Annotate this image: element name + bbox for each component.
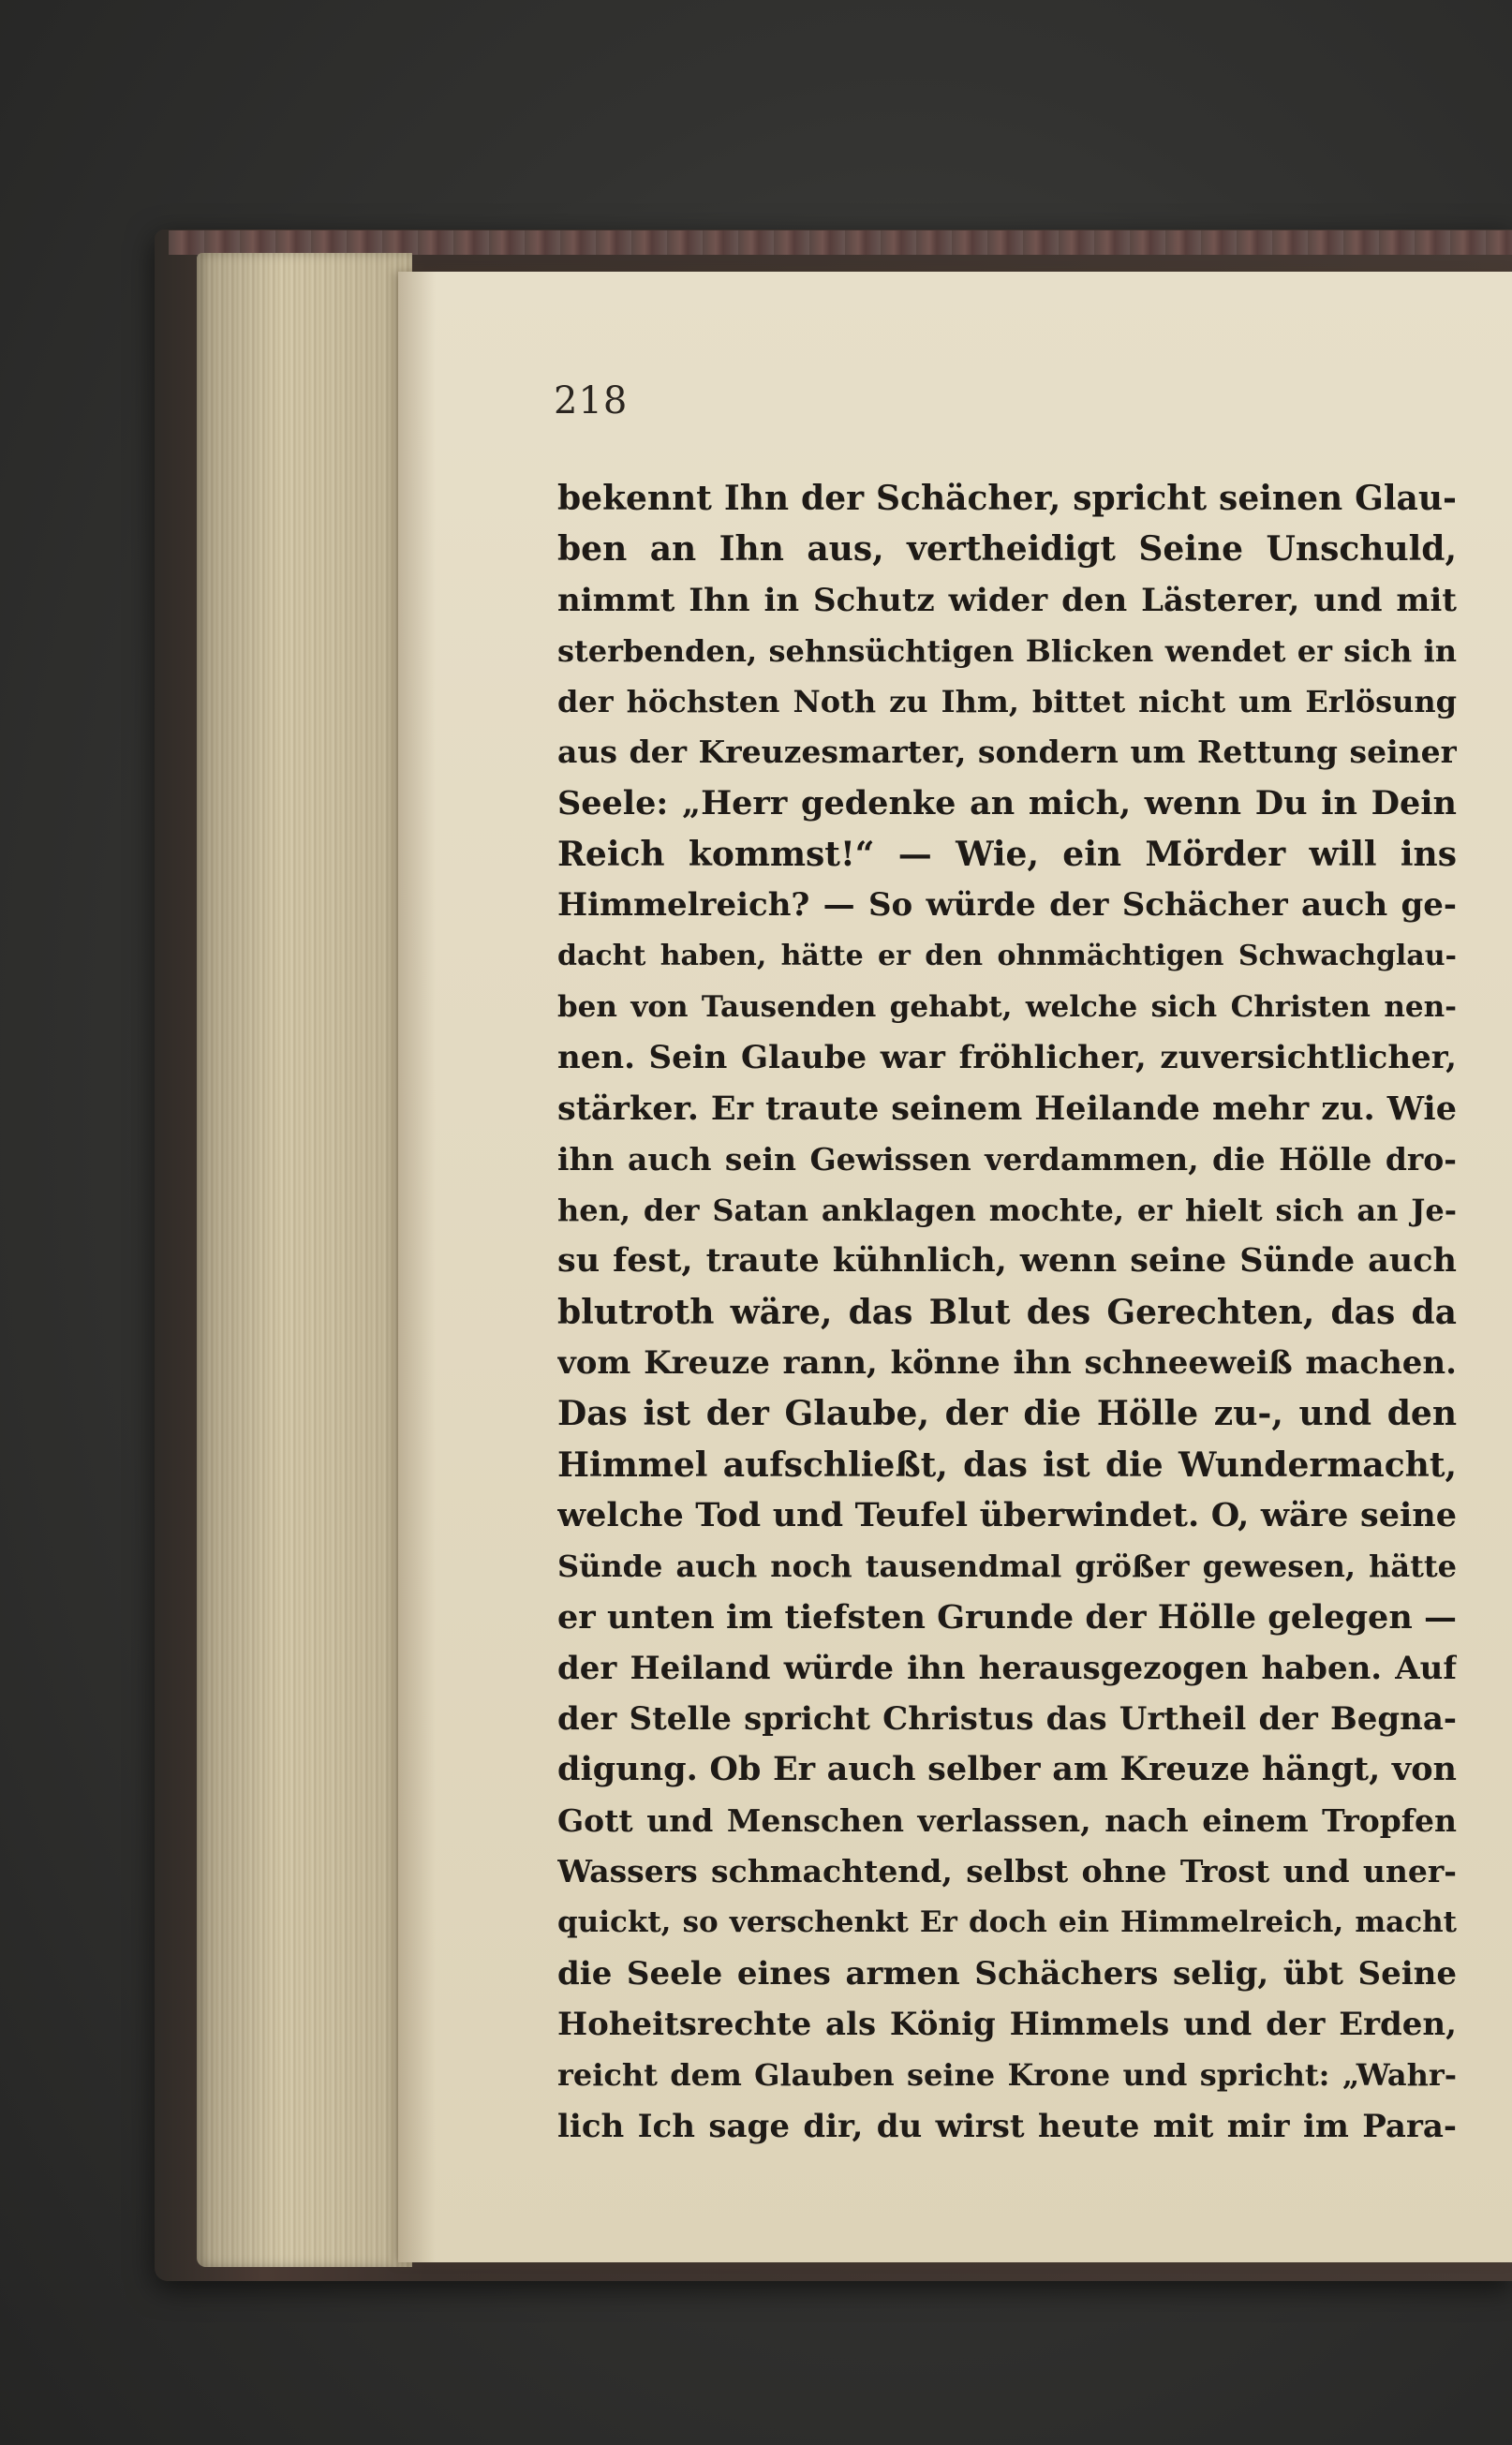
text-line: Himmelreich? — So würde der Schächer auch ge- — [557, 886, 1457, 925]
text-line: digung. Ob Er auch selber am Kreuze hängt, von — [557, 1750, 1457, 1789]
text-line: aus der Kreuzesmarter, sondern um Rettung seiner — [557, 734, 1457, 771]
text-line: die Seele eines armen Schächers selig, übt Seine — [557, 1954, 1457, 1993]
text-line: Hoheitsrechte als König Himmels und der Erden, — [557, 2005, 1457, 2043]
text-line: der höchsten Noth zu Ihm, bittet nicht um Erlösung — [557, 684, 1457, 720]
text-line: der Heiland würde ihn herausgezogen haben. Auf — [557, 1649, 1457, 1687]
text-line: hen, der Satan anklagen mochte, er hielt sich an Je- — [557, 1193, 1457, 1229]
text-line: Das ist der Glaube, der die Hölle zu-, und den — [557, 1394, 1457, 1434]
text-line: welche Tod und Teufel überwindet. O, wäre seine — [557, 1495, 1457, 1534]
text-line: su fest, traute kühnlich, wenn seine Sünde auch — [557, 1241, 1457, 1281]
cover-edge — [169, 230, 1512, 255]
text-line: Reich kommst!“ — Wie, ein Mörder will ins — [557, 835, 1457, 875]
text-line: Himmel aufschließt, das ist die Wundermacht, — [557, 1445, 1457, 1485]
text-line: blutroth wäre, das Blut des Gerechten, das da — [557, 1292, 1457, 1332]
page-number: 218 — [554, 379, 629, 422]
text-line: bekennt Ihn der Schächer, spricht seinen Glau- — [557, 479, 1457, 518]
text-line: nen. Sein Glaube war fröhlicher, zuversichtlicher, — [557, 1039, 1457, 1077]
text-line: der Stelle spricht Christus das Urtheil der Begna- — [557, 1700, 1457, 1739]
book-page — [398, 272, 1512, 2262]
text-line: stärker. Er traute seinem Heilande mehr zu. Wie — [557, 1089, 1457, 1128]
text-line: ihn auch sein Gewissen verdammen, die Hölle dro- — [557, 1140, 1457, 1178]
text-line: er unten im tiefsten Grunde der Hölle gelegen — — [557, 1597, 1457, 1637]
text-line: reicht dem Glauben seine Krone und spricht: „Wahr- — [557, 2057, 1457, 2094]
text-line: ben an Ihn aus, vertheidigt Seine Unschuld, — [557, 529, 1457, 570]
text-line: quickt, so verschenkt Er doch ein Himmelreich, macht — [557, 1905, 1457, 1940]
text-line: ben von Tausenden gehabt, welche sich Christen nen- — [557, 989, 1457, 1024]
text-line: lich Ich sage dir, du wirst heute mit mir im Para- — [557, 2107, 1457, 2145]
text-line: Gott und Menschen verlassen, nach einem Tropfen — [557, 1801, 1457, 1839]
text-line: vom Kreuze rann, könne ihn schneeweiß machen. — [557, 1344, 1457, 1383]
text-line: Wassers schmachtend, selbst ohne Trost und uner- — [557, 1853, 1457, 1890]
text-line: dacht haben, hätte er den ohnmächtigen Schwachglau- — [557, 939, 1457, 972]
text-line: sterbenden, sehnsüchtigen Blicken wendet er sich in — [557, 632, 1457, 669]
text-line: nimmt Ihn in Schutz wider den Lästerer, und mit — [557, 581, 1457, 619]
text-line: Seele: „Herr gedenke an mich, wenn Du in Dein — [557, 783, 1457, 822]
text-line: Sünde auch noch tausendmal größer gewesen, hätte — [557, 1548, 1457, 1585]
page-text — [557, 473, 1457, 2152]
